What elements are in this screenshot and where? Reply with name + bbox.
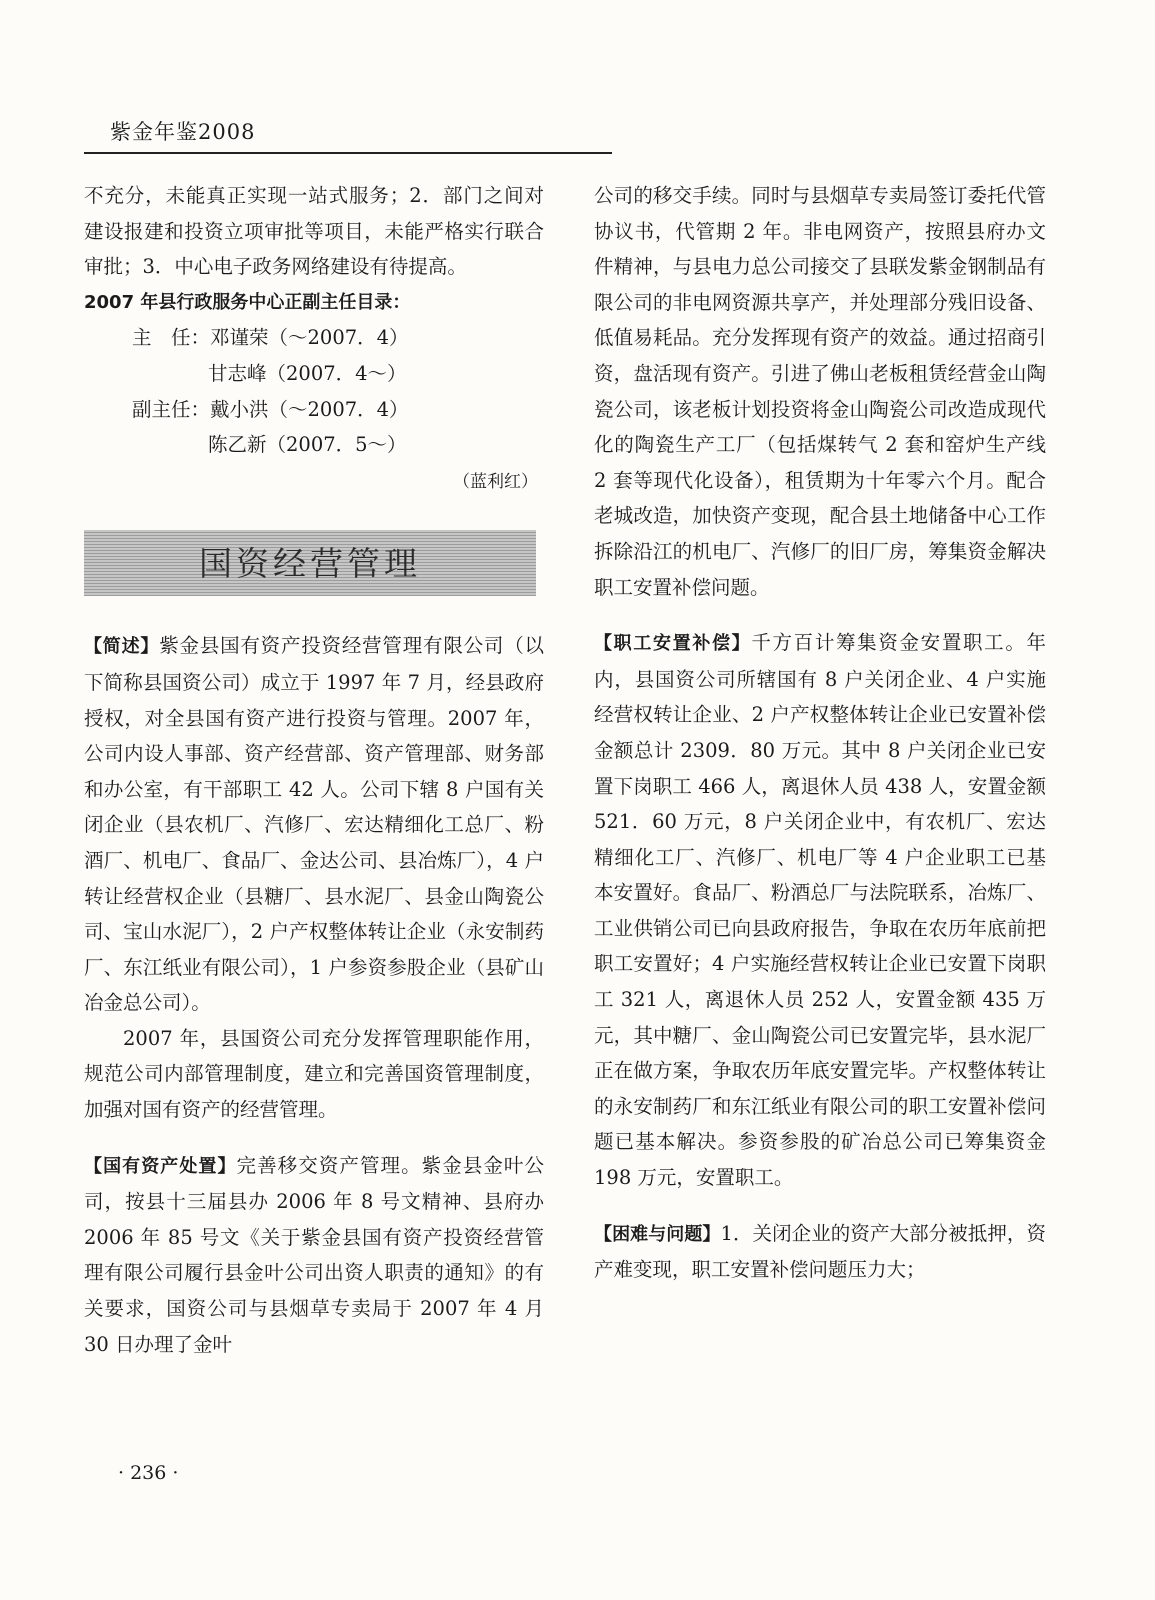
difficulties-paragraph — [594, 1216, 1046, 1288]
summary-paragraph-2: 2007 年，县国资公司充分发挥管理职能作用，规范公司内部管理制度，建立和完善国资管理制度，加强对国有资产的经营管理。 — [84, 1026, 544, 1122]
officer-line: 副主任：戴小洪（～2007．4） — [132, 397, 409, 421]
disposal-tag: 【国有资产处置】 — [84, 1155, 237, 1177]
section-title: 国资经营管理 — [199, 543, 421, 583]
continued-paragraph: 不充分，未能真正实现一站式服务；2．部门之间对建设报建和投资立项审批等项目，未能严格实行联合审批；3．中心电子政务网络建设有待提高。 — [84, 184, 544, 279]
difficulties-text: 1．关闭企业的资产大部分被抵押，资产难变现，职工安置补偿问题压力大； — [594, 1221, 1046, 1282]
summary-paragraph — [84, 628, 544, 1021]
disposal-text: 完善移交资产管理。紫金县金叶公司，按县十三届县办 2006 年 8 号文精神、县府办 2006 年 85 号文《关于紫金县国有资产投资经营管理有限公司履行县金叶公司出资人职责的通知》的有关要求，国资公司与县烟草专卖局于 2007 年 4 月 30 日办理了金叶 — [84, 1153, 544, 1356]
header-rule — [84, 152, 612, 154]
summary-tag: 【简述】 — [84, 636, 160, 658]
difficulties-tag: 【困难与问题】 — [594, 1223, 721, 1245]
resettlement-paragraph — [594, 625, 1046, 1196]
summary-text: 紫金县国有资产投资经营管理有限公司（以下简称县国资公司）成立于 1997 年 7 月，经县政府授权，对全县国有资产进行投资与管理。2007 年，公司内设人事部、资产经营部、资产管理部、财务部和办公室，有干部职工 42 人。公司下辖 8 户国有关闭企业（县农机厂、汽修厂、宏达精细化工总厂、粉酒厂、机电厂、食品厂、金达公司、县冶炼厂），4 户转让经营权企业（县糖厂、县水泥厂、县金山陶瓷公司、宝山水泥厂），2 户产权整体转让企业（永安制药厂、东江纸业有限公司），1 户参资参股企业（县矿山冶金总公司）。 — [84, 634, 544, 1015]
resettlement-tag: 【职工安置补偿】 — [594, 633, 752, 655]
disposal-paragraph — [84, 1148, 544, 1363]
page-number: · 236 · — [118, 1462, 179, 1484]
left-column — [84, 178, 544, 1362]
officer-line: 主 任：邓谨荣（～2007．4） — [132, 326, 409, 350]
officers-title: 2007 年县行政服务中心正副主任目录： — [84, 291, 411, 313]
resettlement-text: 千方百计筹集资金安置职工。年内，县国资公司所辖国有 8 户关闭企业、4 户实施经营权转让企业、2 户产权整体转让企业已安置补偿金额总计 2309．80 万元。其中 8 户关闭企业已安置下岗职工 466 人，离退休人员 438 人，安置金额 521．60 万元，8 户关闭企业中，有农机厂、宏达精细化工厂、汽修厂、机电厂等 4 户企业职工已基本安置好。食品厂、粉酒总厂与法院联系，冶炼厂、工业供销公司已向县政府报告，争取在农历年底前把职工安置好；4 户实施经营权转让企业已安置下岗职工 321 人，离退休人员 252 人，安置金额 435 万元，其中糖厂、金山陶瓷公司已安置完毕，县水泥厂正在做方案，争取农历年底安置完毕。产权整体转让的永安制药厂和东江纸业有限公司的职工安置补偿问题已基本解决。参资参股的矿冶总公司已筹集资金 198 万元，安置职工。 — [594, 631, 1046, 1190]
right-column — [594, 178, 1046, 1288]
section-banner — [84, 530, 536, 596]
officer-line: 甘志峰（2007．4～） — [208, 361, 407, 385]
running-header: 紫金年鉴2008 — [110, 120, 256, 144]
officer-line: 陈乙新（2007．5～） — [208, 433, 407, 457]
author-signature: （蓝利红） — [453, 471, 538, 492]
disposal-continued: 公司的移交手续。同时与县烟草专卖局签订委托代管协议书，代管期 2 年。非电网资产，按照县府办文件精神，与县电力总公司接交了县联发紫金钢制品有限公司的非电网资源共享产，并处理部分残旧设备、低值易耗品。充分发挥现有资产的效益。通过招商引资，盘活现有资产。引进了佛山老板租赁经营金山陶瓷公司，该老板计划投资将金山陶瓷公司改造成现代化的陶瓷生产工厂（包括煤转气 2 套和窑炉生产线 2 套等现代化设备），租赁期为十年零六个月。配合老城改造，加快资产变现，配合县土地储备中心工作拆除沿江的机电厂、汽修厂的旧厂房，筹集资金解决职工安置补偿问题。 — [594, 184, 1046, 599]
